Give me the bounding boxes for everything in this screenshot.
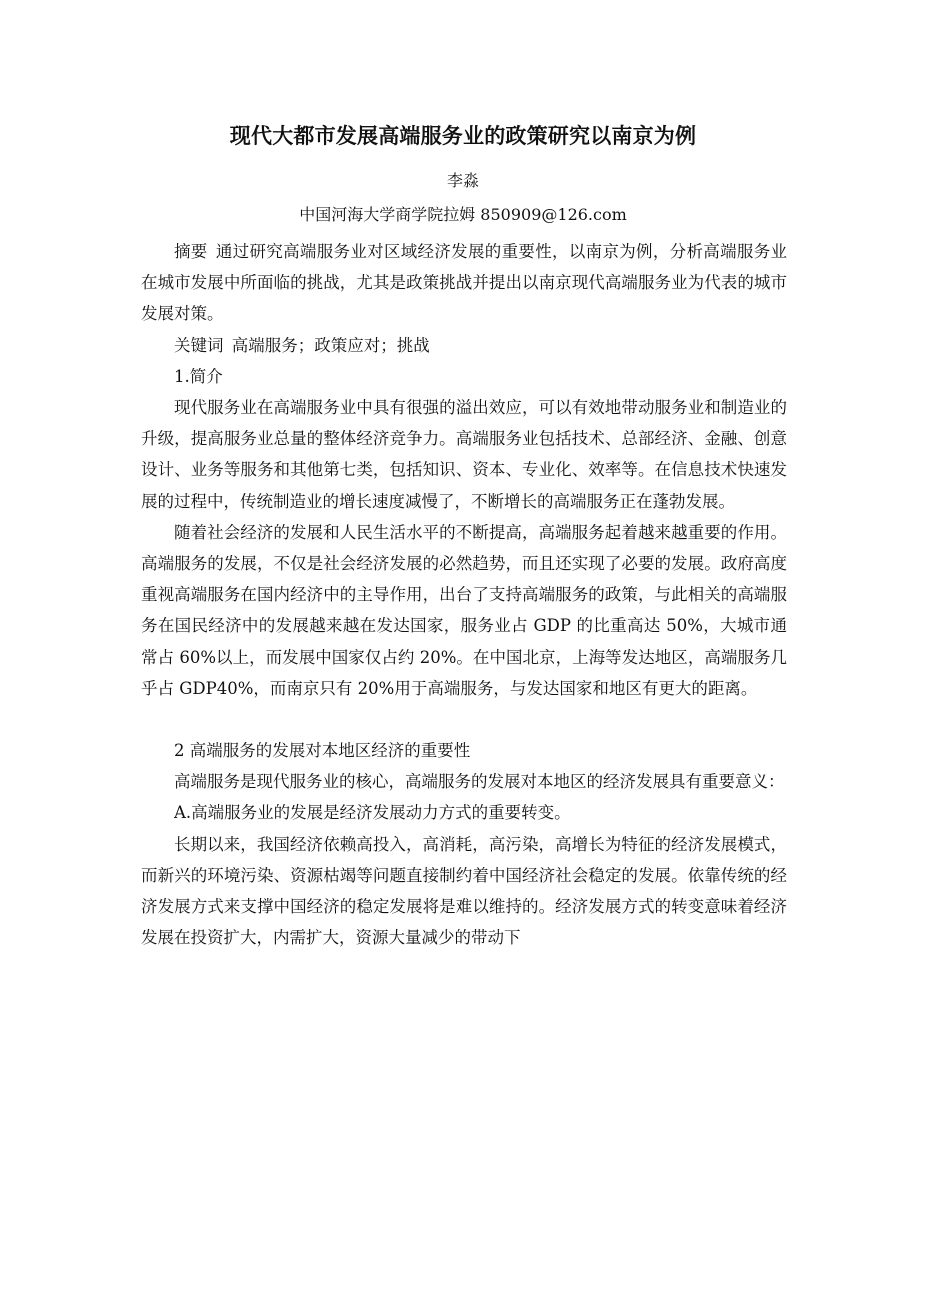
abstract-text: 通过研究高端服务业对区域经济发展的重要性，以南京为例，分析高端服务业在城市发展中所面临的挑战，尤其是政策挑战并提出以南京现代高端服务业为代表的城市发展对策。 (141, 242, 788, 324)
section2-subheading: A.高端服务业的发展是经济发展动力方式的重要转变。 (174, 803, 571, 823)
section2-heading: 2 高端服务的发展对本地区经济的重要性 (174, 741, 471, 761)
section1-heading: 1.简介 (174, 366, 223, 386)
section2-intro: 高端服务是现代服务业的核心，高端服务的发展对本地区的经济发展具有重要意义： (174, 772, 785, 792)
keywords-label: 关键词 (174, 335, 224, 355)
author-affiliation: 中国河海大学商学院拉姆 850909@126.com (299, 205, 627, 224)
section1-paragraph-2: 随着社会经济的发展和人民生活水平的不断提高，高端服务起着越来越重要的作用。高端服务的发展，不仅是社会经济发展的必然趋势，而且还实现了必要的发展。政府高度重视高端服务在国内经济中的主导作用，出台了支持高端服务的政策，与此相关的高端服务在国民经济中的发展越来越在发达国家，服务业占 GDP 的比重高达 50%，大城市通常占 60%以上，而发展中国家仅占约 20%。在中国北京，上海等发达地区，高端服务几乎占 GDP40%，而南京只有 20%用于高端服务，与发达国家和地区有更大的距离。 (141, 522, 787, 698)
paper-body (141, 236, 787, 953)
section1-paragraph-1: 现代服务业在高端服务业中具有很强的溢出效应，可以有效地带动服务业和制造业的升级，提高服务业总量的整体经济竞争力。高端服务业包括技术、总部经济、金融、创意设计、业务等服务和其他第七类，包括知识、资本、专业化、效率等。在信息技术快速发展的过程中，传统制造业的增长速度减慢了，不断增长的高端服务正在蓬勃发展。 (141, 398, 787, 511)
abstract-paragraph (141, 236, 787, 330)
abstract-label: 摘要 (174, 242, 208, 261)
keywords-paragraph (141, 330, 787, 361)
section2-paragraph: 长期以来，我国经济依赖高投入，高消耗，高污染，高增长为特征的经济发展模式，而新兴的环境污染、资源枯竭等问题直接制约着中国经济社会稳定的发展。依靠传统的经济发展方式来支撑中国经济的稳定发展将是难以维持的。经济发展方式的转变意味着经济发展在投资扩大，内需扩大，资源大量减少的带动下 (141, 834, 787, 948)
paper-title: 现代大都市发展高端服务业的政策研究以南京为例 (229, 124, 697, 148)
keywords-text: 高端服务；政策应对；挑战 (231, 335, 430, 355)
author-name: 李淼 (446, 171, 479, 190)
